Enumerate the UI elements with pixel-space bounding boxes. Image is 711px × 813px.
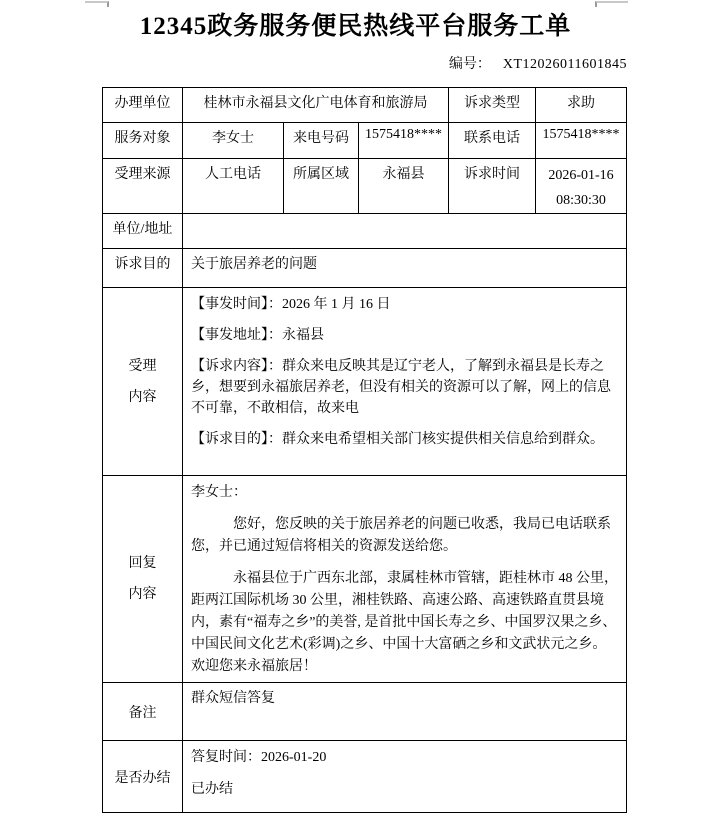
- contact-phone-value: 1575418****: [536, 123, 627, 159]
- accept-content-paragraph: 【事发地址】：永福县: [191, 328, 324, 343]
- row-unit-address: [103, 214, 627, 249]
- reply-paragraph: 您好，您反映的关于旅居养老的问题已收悉，我局已电话联系您，并已通过短信将相关的资源发送给您。: [191, 517, 611, 554]
- appeal-time-value: [536, 159, 627, 214]
- appeal-purpose-label: 诉求目的: [103, 249, 183, 288]
- reply-content-value: [183, 476, 627, 683]
- row-accept-source: [103, 159, 627, 214]
- appeal-time-label: 诉求时间: [449, 159, 536, 214]
- handling-unit-label: 办理单位: [103, 88, 183, 123]
- accept-content-label-line2: 内容: [128, 389, 157, 405]
- row-remark: [103, 683, 627, 741]
- doc-number-value: XT12026011601845: [502, 57, 627, 72]
- region-label: 所属区域: [284, 159, 359, 214]
- unit-address-label: 单位/地址: [103, 214, 183, 249]
- row-handling-unit: [103, 88, 627, 123]
- accept-content-paragraph: 【诉求内容】：群众来电反映其是辽宁老人，了解到永福县是长寿之乡，想要到永福旅居养老，但没有相关的资源可以了解，网上的信息不可靠，不敢相信，故来电: [191, 359, 611, 416]
- appeal-type-label: 诉求类型: [449, 88, 536, 123]
- row-service-target: [103, 123, 627, 159]
- reply-content-label-line1: 回复: [128, 556, 157, 571]
- accept-content-label: [103, 288, 183, 476]
- work-order-table: [102, 87, 627, 813]
- completion-label: 是否办结: [103, 741, 183, 813]
- appeal-purpose-value: 关于旅居养老的问题: [183, 249, 627, 288]
- doc-number: [0, 53, 627, 73]
- remark-value: 群众短信答复: [183, 683, 627, 741]
- accept-source-value: 人工电话: [183, 159, 284, 214]
- reply-paragraph: 永福县位于广西东北部，隶属桂林市管辖，距桂林市 48 公里，距两江国际机场 30 公里，湘桂铁路、高速公路、高速铁路直贯县境内，素有“福寿之乡”的美誉, 是首批中国长寿之乡、中国罗汉果之乡、中国民间文化艺术(彩调)之乡、中国十大富硒之乡和文武状元之乡。欢迎您来永福旅居！: [191, 571, 618, 674]
- accept-content-paragraph: 【诉求目的】：群众来电希望相关部门核实提供相关信息给到群众。: [191, 432, 604, 447]
- reply-content-label: [103, 476, 183, 683]
- unit-address-value: [183, 214, 627, 249]
- caller-number-label: 来电号码: [284, 123, 359, 159]
- caller-number-value: 1575418****: [359, 123, 449, 159]
- region-value: 永福县: [359, 159, 449, 214]
- accept-content-value: [183, 288, 627, 476]
- row-accept-content: [103, 288, 627, 476]
- accept-source-label: 受理来源: [103, 159, 183, 214]
- row-reply-content: [103, 476, 627, 683]
- completion-value: [183, 741, 627, 813]
- accept-content-label-line1: 受理: [128, 358, 157, 374]
- reply-salutation: 李女士：: [191, 485, 247, 500]
- service-target-label: 服务对象: [103, 123, 183, 159]
- completion-reply-time: 答复时间：2026-01-20: [191, 750, 327, 765]
- appeal-time-clock: 08:30:30: [556, 193, 606, 208]
- accept-content-paragraph: 【事发时间】：2026 年 1 月 16 日: [191, 297, 391, 312]
- page-title: 12345政务服务便民热线平台服务工单: [139, 13, 572, 40]
- contact-phone-label: 联系电话: [449, 123, 536, 159]
- handling-unit-value: 桂林市永福县文化广电体育和旅游局: [183, 88, 449, 123]
- row-completion: [103, 741, 627, 813]
- service-target-value: 李女士: [183, 123, 284, 159]
- row-appeal-purpose: [103, 249, 627, 288]
- completion-status: 已办结: [191, 782, 233, 797]
- appeal-type-value: 求助: [536, 88, 627, 123]
- doc-number-label: 编号：: [448, 57, 491, 72]
- appeal-time-date: 2026-01-16: [548, 168, 614, 183]
- reply-content-label-line2: 内容: [128, 587, 157, 602]
- remark-label: 备注: [103, 683, 183, 741]
